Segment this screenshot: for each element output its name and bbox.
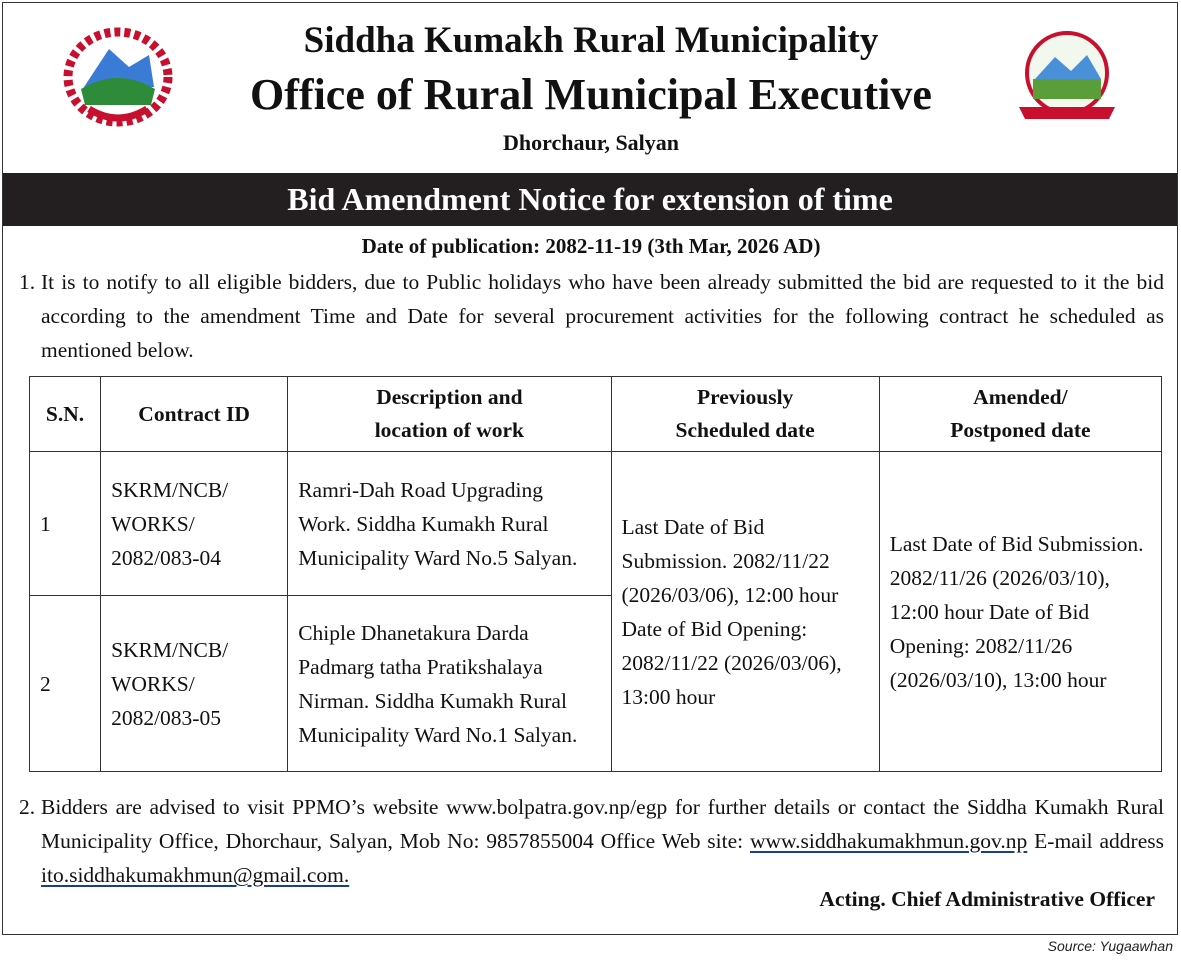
cell-previous-date: Last Date of Bid Submission. 2082/11/22 (2026/03/06), 12:00 hour Date of Bid Opening: 2082/11/22 (2026/03/06), 13:00 hour	[611, 452, 879, 772]
cell-contract-id: SKRM/NCB/ WORKS/ 2082/083-05	[101, 596, 288, 772]
cell-sn: 2	[30, 596, 101, 772]
website-link[interactable]: www.siddhakumakhmun.gov.np	[750, 829, 1028, 853]
municipality-logo	[1011, 27, 1123, 123]
paragraph-number: 1.	[19, 270, 36, 294]
table-header-row	[30, 377, 1162, 452]
cell-contract-id: SKRM/NCB/ WORKS/ 2082/083-04	[101, 452, 288, 596]
office-name: Office of Rural Municipal Executive	[250, 70, 932, 119]
paragraph-2	[19, 790, 1164, 892]
office-location: Dhorchaur, Salyan	[502, 130, 680, 155]
paragraph-text: It is to notify to all eligible bidders, due to Public holidays who have been already submitted the bid are requested to it the bid according to the amendment Time and Date for several procurement activities for the following contract he scheduled as mentioned below.	[41, 270, 1164, 362]
paragraph-text: E-mail address	[1027, 829, 1164, 853]
email-link[interactable]: ito.siddhakumakhmun@gmail.com.	[41, 863, 350, 887]
header-sn: S.N.	[30, 377, 101, 452]
contract-table	[29, 376, 1162, 772]
municipality-name: Siddha Kumakh Rural Municipality	[303, 20, 879, 61]
cell-description: Chiple Dhanetakura Darda Padmarg tatha Pratikshalaya Nirman. Siddha Kumakh Rural Municipality Ward No.1 Salyan.	[288, 596, 611, 772]
header-description: Description and location of work	[288, 377, 611, 452]
cell-amended-date: Last Date of Bid Submission. 2082/11/26 (2026/03/10), 12:00 hour Date of Bid Opening: 2082/11/26 (2026/03/10), 13:00 hour	[879, 452, 1161, 772]
cell-description: Ramri-Dah Road Upgrading Work. Siddha Kumakh Rural Municipality Ward No.5 Salyan.	[288, 452, 611, 596]
notice-title-band: Bid Amendment Notice for extension of time	[3, 173, 1177, 226]
paragraph-text: Bidders are advised to visit PPMO’s website www.bolpatra.gov.np/egp for further details or contact the Siddha Kumakh Rural Municipality Office, Dhorchaur, Salyan, Mob No: 9857855004 Office Web site:	[41, 795, 1164, 853]
header-previous-date: Previously Scheduled date	[611, 377, 879, 452]
paragraph-1	[19, 265, 1164, 367]
publication-date: Date of publication: 2082-11-19 (3th Mar, 2026 AD)	[361, 234, 821, 258]
source-credit: Source: Yugaawhan	[1047, 938, 1173, 954]
table-row	[30, 452, 1162, 596]
header-contract-id: Contract ID	[101, 377, 288, 452]
paragraph-number: 2.	[19, 795, 36, 819]
notice-frame	[2, 2, 1178, 935]
signature: Acting. Chief Administrative Officer	[819, 887, 1155, 911]
header-amended-date: Amended/ Postponed date	[879, 377, 1161, 452]
cell-sn: 1	[30, 452, 101, 596]
